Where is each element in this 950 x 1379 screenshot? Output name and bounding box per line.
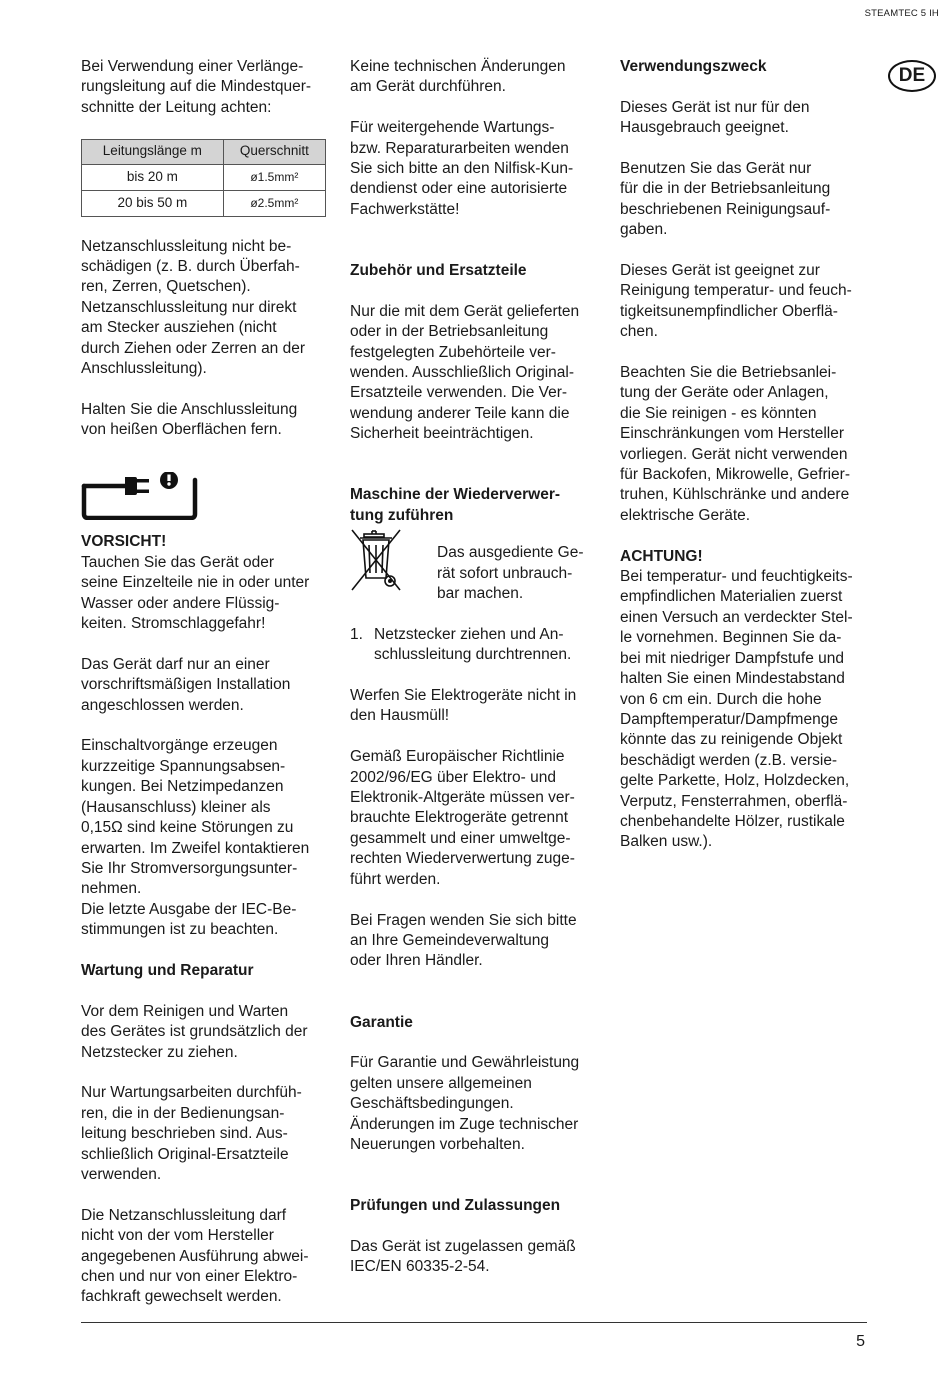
warranty-heading: Garantie (350, 1013, 413, 1031)
table-cell: ø1.5mm² (223, 164, 325, 190)
column-1 (81, 57, 331, 1328)
accessories-text: Nur die mit dem Gerät gelieferten oder in der Betriebsanleitung festgelegten Zubehörteile ver- wenden. Ausschließlich Original- Ersatzteile verwenden. Die Ver- wendung anderer Teile kann die Sicherheit beeinträchtigen. (350, 302, 580, 443)
attention-heading: ACHTUNG! (620, 547, 703, 565)
recycling-block (350, 528, 602, 604)
household-waste-note: Werfen Sie Elektrogeräte nicht in den Hausmüll! (350, 687, 577, 725)
table-cell: bis 20 m (82, 164, 224, 190)
page-number: 5 (856, 1333, 865, 1350)
recycling-heading: Maschine der Wiederverwer- tung zuführen (350, 486, 561, 524)
warranty-text: Für Garantie und Gewährleistung gelten unsere allgemeinen Geschäftsbedingungen. Änderungen im Zuge technischer Neuerungen vorbehalten. (350, 1054, 580, 1153)
maintenance-work-note: Nur Wartungsarbeiten durchfüh- ren, die in der Bedienungsan- leitung beschrieben sind. Aus- schließlich Original-Ersatzteile verwenden. (81, 1084, 302, 1183)
table-cell: ø2.5mm² (223, 190, 325, 216)
table-row (82, 164, 326, 190)
attention-text: Bei temperatur- und feuchtigkeits- empfindlichen Materialien zuerst einen Versuch an verdeckter Stel- le vornehmen. Beginnen Sie da- bei mit niedriger Dampfstufe und halten Sie einen Mindestabstand von 6 cm ein. Durch die hohe Dampftemperatur/Dampfmenge könnte das zu reinigende Objekt beschädigt werden (z.B. versie- gelte Parkette, Holz, Holzdecken, Verputz, Fensterrahmen, oberflä- chenbehandelte Hölzer, rustikale Balken usw.). (620, 568, 853, 851)
footer-divider (81, 1322, 867, 1323)
no-modifications-note: Keine technischen Änderungen am Gerät durchführen. (350, 58, 566, 96)
hot-surface-note: Halten Sie die Anschlussleitung von heißen Oberflächen fern. (81, 400, 298, 439)
voltage-drop-note: Einschaltvorgänge erzeugen kurzzeitige Spannungsabsen- kungen. Bei Netzimpedanzen (Hausanschluss) kleiner als 0,15Ω sind keine Störungen zu erwarten. Im Zweifel kontaktieren Sie Ihr Stromversorgungsunter- nehmen. Die letzte Ausgabe der IEC-Be- stimmungen ist zu beachten. (81, 737, 310, 939)
service-contact-note: Für weitergehende Wartungs- bzw. Reparaturarbeiten wenden Sie sich bitte an den Nilfisk-Kun- dendienst oder eine autorisierte Fachwerkstätte! (350, 119, 574, 218)
cable-damage-note: Netzanschlussleitung nicht be- schädigen (z. B. durch Überfah- ren, Zerren, Quetschen). Netzanschlussleitung nur direkt am Stecker ausziehen (nicht durch Ziehen oder Zerren an der Anschlussleitung). (81, 237, 306, 378)
language-badge: DE (888, 60, 936, 92)
caution-text: Tauchen Sie das Gerät oder seine Einzelteile nie in oder unter Wasser oder andere Flüssig- keiten. Stromschlaggefahr! (81, 553, 310, 633)
cleaning-tasks-note: Benutzen Sie das Gerät nur für die in der Betriebsanleitung beschriebenen Reinigungsauf- gaben. (620, 160, 831, 239)
accessories-heading: Zubehör und Ersatzteile (350, 262, 527, 280)
maintenance-heading: Wartung und Reparatur (81, 961, 254, 979)
column-3 (620, 57, 878, 873)
step-text: Netzstecker ziehen und An- schlussleitung durchtrennen. (374, 625, 572, 664)
recycling-instruction: Das ausgediente Ge- rät sofort unbrauch- bar machen. (437, 544, 584, 603)
cable-replacement-note: Die Netzanschlussleitung darf nicht von der vom Hersteller angegebenen Ausführung abwei- chen und nur von einer Elektro- fachkraft gewechselt werden. (81, 1206, 309, 1306)
cable-cross-section-table (81, 139, 326, 217)
column-2 (350, 57, 602, 1298)
document-model: STEAMTEC 5 IH (864, 8, 939, 19)
table-cell: 20 bis 50 m (82, 190, 224, 216)
table-row (82, 190, 326, 216)
installation-note: Das Gerät darf nur an einer vorschriftsmäßigen Installation angeschlossen werden. (81, 655, 291, 714)
unplug-before-cleaning: Vor dem Reinigen und Warten des Gerätes ist grundsätzlich der Netzstecker zu ziehen. (81, 1002, 308, 1061)
table-header-length: Leitungslänge m (82, 139, 224, 164)
household-use-note: Dieses Gerät ist nur für den Hausgebrauch geeignet. (620, 98, 810, 137)
extension-cable-intro: Bei Verwendung einer Verlänge- rungsleitung auf die Mindestquer- schnitte der Leitung achten: (81, 58, 312, 116)
suitable-surfaces-note: Dieses Gerät ist geeignet zur Reinigung temperatur- und feuch- tigkeitsunempfindlicher Oberflä- chen. (620, 262, 852, 341)
purpose-heading: Verwendungszweck (620, 58, 767, 75)
electric-plug-warning-icon (81, 472, 199, 520)
approvals-text: Das Gerät ist zugelassen gemäß IEC/EN 60335-2-54. (350, 1237, 576, 1276)
step-number: 1. (350, 625, 363, 643)
questions-note: Bei Fragen wenden Sie sich bitte an Ihre Gemeindeverwaltung oder Ihren Händler. (350, 911, 577, 970)
table-header-cross-section: Querschnitt (223, 139, 325, 164)
list-item (350, 625, 602, 666)
weee-directive-note: Gemäß Europäischer Richtlinie 2002/96/EG über Elektro- und Elektronik-Altgeräte müssen ver- brauchte Elektrogeräte getrennt gesammelt und einer umweltge- rechten Wiederverwertung zuge- führt werden. (350, 748, 575, 888)
crossed-out-wheelie-bin-icon (350, 528, 402, 592)
approvals-heading: Prüfungen und Zulassungen (350, 1197, 561, 1215)
table-header-row (82, 139, 326, 164)
manufacturer-restrictions-note: Beachten Sie die Betriebsanlei- tung der Geräte oder Anlagen, die Sie reinigen - es könnten Einschränkungen vom Hersteller vorliegen. Gerät nicht verwenden für Backofen, Mikrowelle, Gefrier- truhen, Kühlschränke und andere elektrische Geräte. (620, 364, 850, 524)
caution-heading: VORSICHT! (81, 533, 167, 551)
